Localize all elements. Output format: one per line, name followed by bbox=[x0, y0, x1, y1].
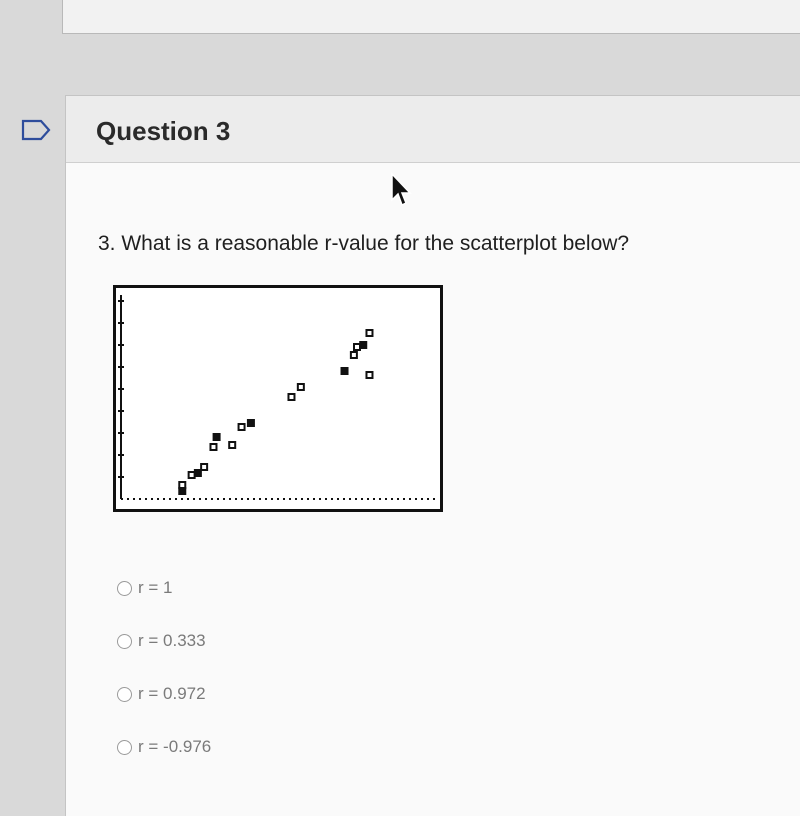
flag-icon[interactable] bbox=[20, 118, 52, 142]
choice-label: r = -0.976 bbox=[138, 737, 212, 756]
plot-frame bbox=[115, 287, 442, 511]
scatter-point bbox=[248, 420, 254, 426]
choice-label: r = 1 bbox=[138, 578, 173, 597]
mouse-cursor-icon bbox=[390, 172, 414, 208]
question-prompt: 3. What is a reasonable r-value for the scatterplot below? bbox=[98, 232, 630, 255]
question-title: Question 3 bbox=[96, 116, 231, 146]
scatter-point bbox=[360, 342, 366, 348]
scatter-point bbox=[239, 424, 245, 430]
choice-r-0-333[interactable] bbox=[117, 631, 206, 651]
choice-label: r = 0.333 bbox=[138, 631, 206, 650]
scatter-point bbox=[342, 368, 348, 374]
scatter-point bbox=[351, 352, 357, 358]
scatterplot bbox=[113, 285, 443, 512]
scatter-point bbox=[179, 482, 185, 488]
radio-button-icon[interactable] bbox=[117, 687, 132, 702]
scatter-point bbox=[201, 464, 207, 470]
scatter-point bbox=[298, 384, 304, 390]
scatter-point bbox=[366, 372, 372, 378]
question-header bbox=[66, 96, 800, 163]
scatter-point bbox=[354, 344, 360, 350]
scatter-point bbox=[210, 444, 216, 450]
choice-label: r = 0.972 bbox=[138, 684, 206, 703]
scatter-point bbox=[288, 394, 294, 400]
scatter-point bbox=[366, 330, 372, 336]
radio-button-icon[interactable] bbox=[117, 581, 132, 596]
choice-r-0-972[interactable] bbox=[117, 684, 206, 704]
choice-r-neg-0-976[interactable] bbox=[117, 737, 211, 757]
previous-question-panel bbox=[62, 0, 800, 34]
choice-r-1[interactable] bbox=[117, 578, 173, 598]
scatter-point bbox=[229, 442, 235, 448]
scatter-point bbox=[195, 470, 201, 476]
scatter-point bbox=[214, 434, 220, 440]
radio-button-icon[interactable] bbox=[117, 634, 132, 649]
radio-button-icon[interactable] bbox=[117, 740, 132, 755]
scatter-point bbox=[189, 472, 195, 478]
